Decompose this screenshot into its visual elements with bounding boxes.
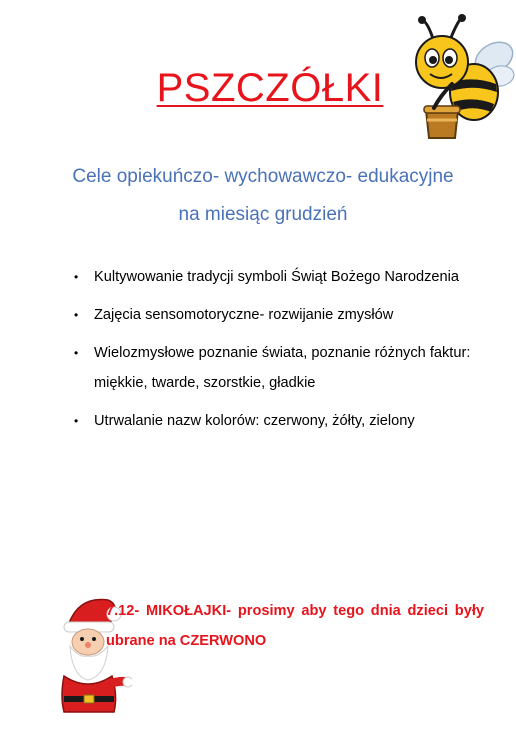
notice-text: 7.12- MIKOŁAJKI- prosimy aby tego dnia dzieci były ubrane na CZERWONO	[106, 603, 484, 649]
bullet: •	[74, 270, 79, 284]
goal-item	[72, 338, 502, 398]
bee-icon	[400, 12, 516, 142]
bullet: •	[74, 414, 79, 428]
subtitle-line-1: Cele opiekuńczo- wychowawczo- edukacyjne	[72, 166, 454, 187]
bullet: •	[74, 346, 79, 360]
goal-text: Kultywowanie tradycji symboli Świąt Bożego Narodzenia	[94, 269, 460, 285]
goal-item	[72, 406, 502, 436]
goal-text: Utrwalanie nazw kolorów: czerwony, żółty, zielony	[94, 413, 415, 429]
subtitle	[0, 158, 516, 234]
page-title: PSZCZÓŁKI	[156, 66, 384, 110]
goal-text: Zajęcia sensomotoryczne- rozwijanie zmysłów	[94, 307, 394, 323]
goals-list	[72, 262, 502, 444]
bullet: •	[74, 308, 79, 322]
goal-item	[72, 262, 502, 292]
subtitle-line-2: na miesiąc grudzień	[178, 204, 348, 225]
goal-text: Wielozmysłowe poznanie świata, poznanie różnych faktur: miękkie, twarde, szorstkie, gładkie	[94, 345, 471, 391]
goal-item	[72, 300, 502, 330]
